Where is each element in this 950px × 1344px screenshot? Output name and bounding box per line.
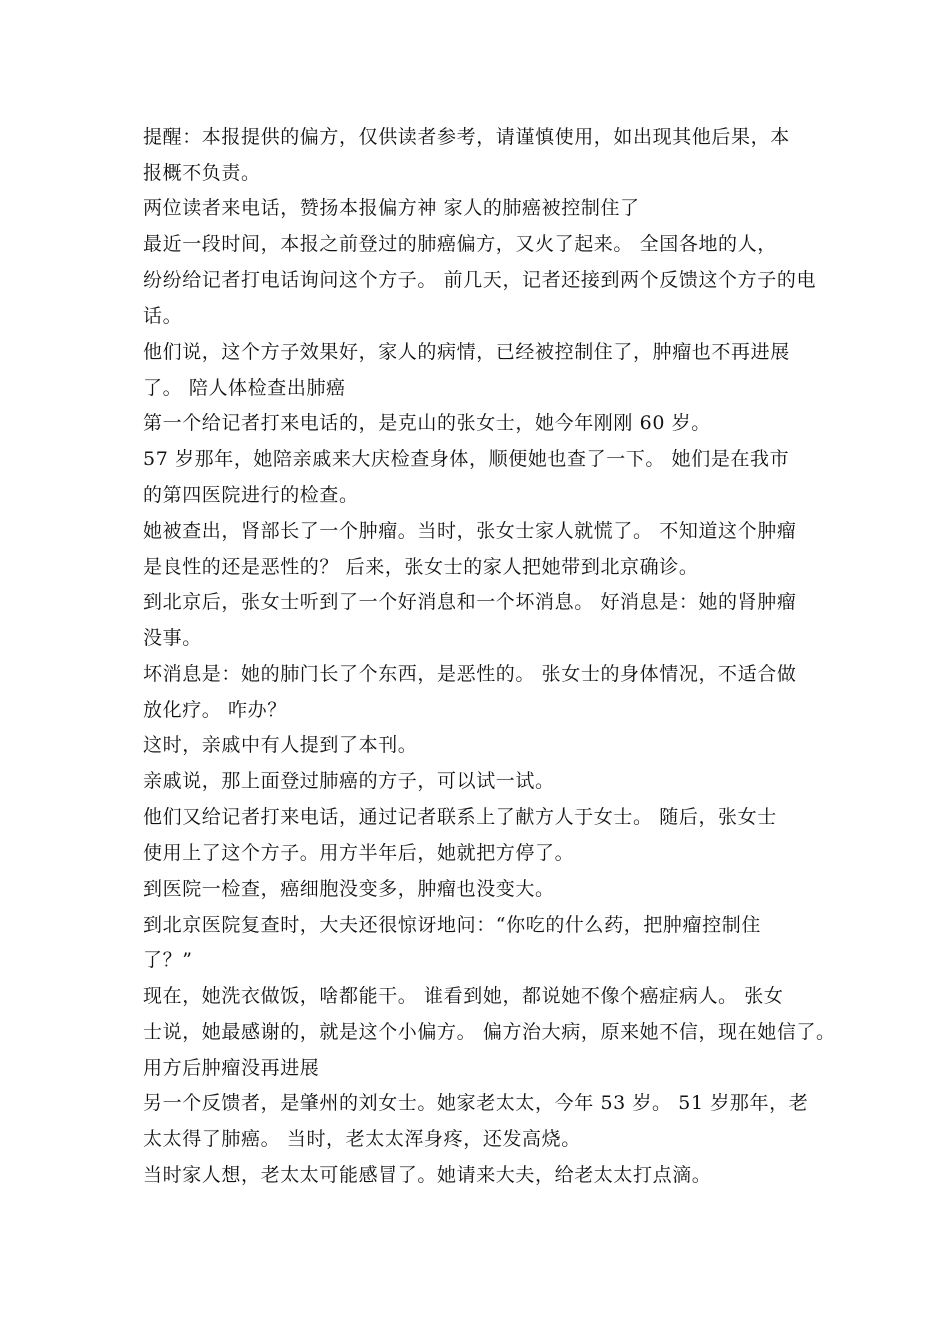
text-line: 这时，亲戚中有人提到了本刊。 [143, 734, 418, 756]
text-line: 到北京医院复查时，大夫还很惊讶地问：“你吃的什么药，把肿瘤控制住 [143, 914, 761, 936]
text-line: 当时家人想，老太太可能感冒了。她请来大夫，给老太太打点滴。 [143, 1164, 712, 1186]
text-line: 现在，她洗衣做饭，啥都能干。 谁看到她，都说她不像个癌症病人。 张女 [143, 985, 784, 1007]
text-line: 用方后肿瘤没再进展 [143, 1057, 320, 1079]
text-line: 使用上了这个方子。用方半年后，她就把方停了。 [143, 842, 575, 864]
text-line: 了？” [143, 949, 193, 971]
text-line: 另一个反馈者，是肇州的刘女士。她家老太太，今年 53 岁。 51 岁那年，老 [143, 1092, 809, 1114]
text-line: 士说，她最感谢的，就是这个小偏方。 偏方治大病，原来她不信，现在她信了。 [143, 1021, 836, 1043]
text-line: 太太得了肺癌。 当时，老太太浑身疼，还发高烧。 [143, 1128, 581, 1150]
text-line: 他们又给记者打来电话，通过记者联系上了献方人于女士。 随后，张女士 [143, 806, 777, 828]
text-line: 是良性的还是恶性的？ 后来，张女士的家人把她带到北京确诊。 [143, 556, 699, 578]
text-line: 报概不负责。 [143, 162, 261, 184]
text-line: 提醒：本报提供的偏方，仅供读者参考，请谨慎使用，如出现其他后果，本 [143, 126, 790, 148]
text-line: 57 岁那年，她陪亲戚来大庆检查身体，顺便她也查了一下。 她们是在我市 [143, 448, 790, 470]
text-line: 到医院一检查，癌细胞没变多，肿瘤也没变大。 [143, 878, 555, 900]
text-line: 到北京后，张女士听到了一个好消息和一个坏消息。 好消息是：她的肾肿瘤 [143, 591, 797, 613]
text-line: 两位读者来电话，赞扬本报偏方神 家人的肺癌被控制住了 [143, 197, 640, 219]
text-line: 坏消息是：她的肺门长了个东西，是恶性的。 张女士的身体情况，不适合做 [143, 663, 797, 685]
text-line: 了。 陪人体检查出肺癌 [143, 377, 346, 399]
text-line: 的第四医院进行的检查。 [143, 484, 359, 506]
text-line: 第一个给记者打来电话的，是克山的张女士，她今年刚刚 60 岁。 [143, 412, 711, 434]
text-line: 放化疗。 咋办？ [143, 699, 287, 721]
text-line: 她被查出，肾部长了一个肿瘤。当时，张女士家人就慌了。 不知道这个肿瘤 [143, 520, 797, 542]
text-line: 纷纷给记者打电话询问这个方子。 前几天，记者还接到两个反馈这个方子的电 [143, 269, 817, 291]
text-line: 没事。 [143, 627, 202, 649]
text-line: 亲戚说，那上面登过肺癌的方子，可以试一试。 [143, 770, 555, 792]
text-line: 他们说，这个方子效果好，家人的病情，已经被控制住了，肿瘤也不再进展 [143, 341, 790, 363]
text-line: 话。 [143, 305, 183, 327]
text-line: 最近一段时间，本报之前登过的肺癌偏方，又火了起来。 全国各地的人， [143, 233, 777, 255]
